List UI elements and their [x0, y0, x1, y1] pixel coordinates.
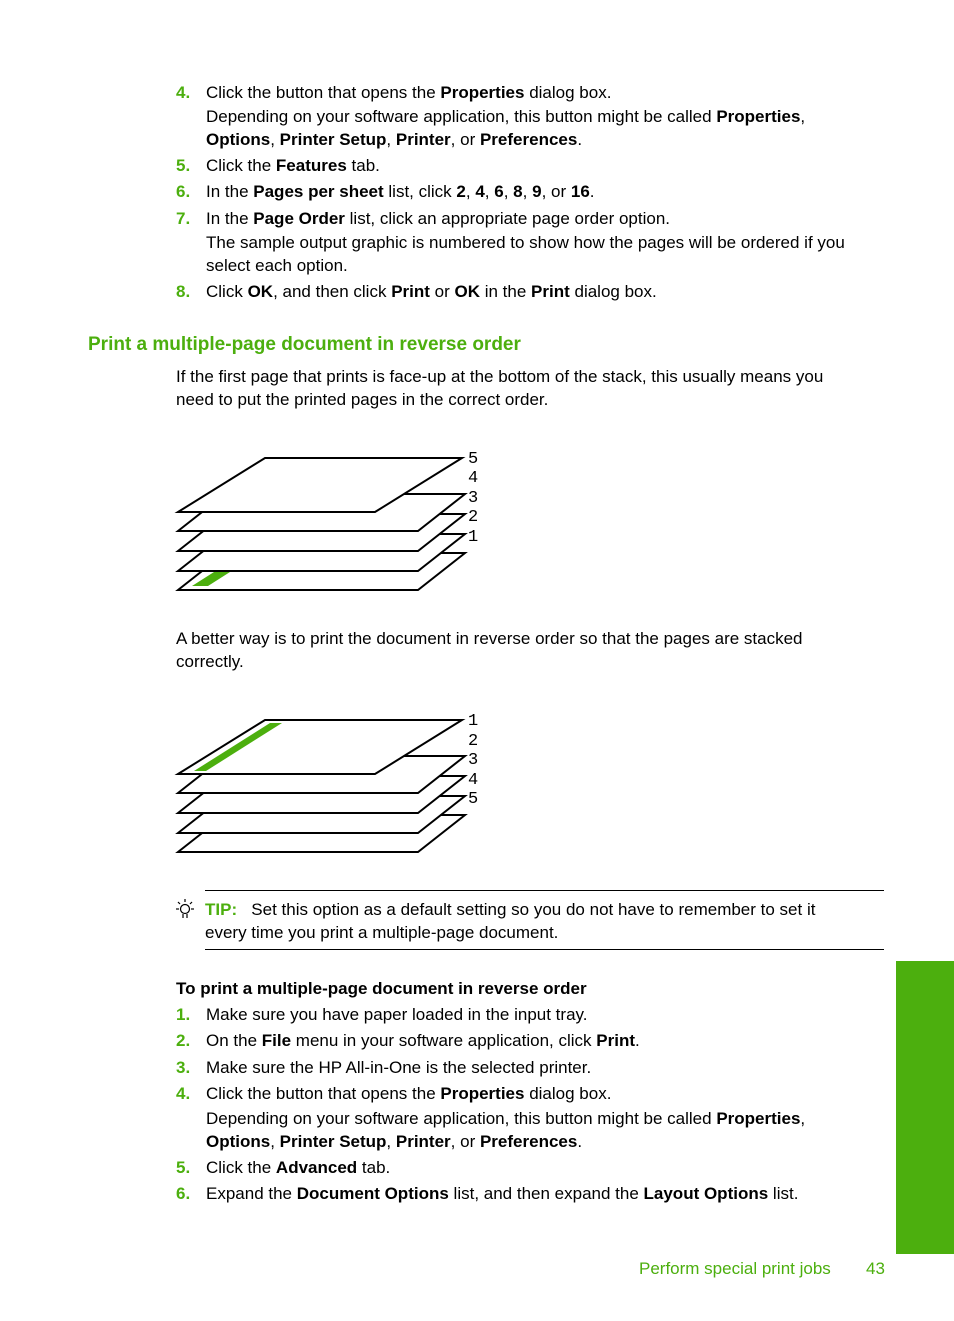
step-number: 5.: [176, 1158, 191, 1177]
intro-line-2: need to put the printed pages in the correct order.: [176, 390, 549, 409]
tip-line-2: every time you print a multiple-page document.: [205, 923, 559, 942]
step-text: Expand the Document Options list, and then expand the Layout Options list.: [206, 1184, 799, 1203]
tip-box: [205, 890, 884, 950]
fig2-label-0: 1: [468, 712, 479, 731]
step-number: 5.: [176, 156, 191, 175]
step-number: 3.: [176, 1058, 191, 1077]
step-number: 4.: [176, 83, 191, 102]
chapter-tab: [881, 961, 954, 1254]
step-text: Click the button that opens the Properties dialog box.: [206, 1084, 612, 1103]
intro-paragraph: [176, 365, 886, 411]
step-text: On the File menu in your software application, click Print.: [206, 1031, 640, 1050]
step-number: 7.: [176, 209, 191, 228]
reverse-line-1: A better way is to print the document in reverse order so that the pages are stacked: [176, 629, 803, 648]
tip-text: [205, 898, 884, 944]
step-text: Click the Advanced tab.: [206, 1158, 391, 1177]
fig2-label-2: 3: [468, 751, 479, 770]
step-text: Make sure the HP All-in-One is the selected printer.: [206, 1058, 592, 1077]
step-text: Click the button that opens the Properties dialog box.: [206, 83, 612, 102]
step-number: 6.: [176, 1184, 191, 1203]
fig2-label-3: 4: [468, 771, 479, 790]
footer-section: Perform special print jobs: [639, 1259, 831, 1278]
top-step-note: The sample output graphic is numbered to show how the pages will be ordered if you select each option.: [206, 233, 845, 275]
section-heading: Print a multiple-page document in reverse order: [88, 334, 521, 355]
reverse-line-2: correctly.: [176, 652, 244, 671]
lightbulb-icon: [174, 898, 196, 922]
stack-figure-reverse-order: [170, 707, 500, 862]
step-number: 1.: [176, 1005, 191, 1024]
tip-label: TIP:: [205, 900, 238, 919]
page-number: 43: [866, 1259, 885, 1278]
step-text: In the Page Order list, click an appropriate page order option.: [206, 209, 670, 228]
step-text: Click the Features tab.: [206, 156, 380, 175]
fig1-label-0: 5: [468, 450, 479, 469]
step-number: 2.: [176, 1031, 191, 1050]
procedure-heading: To print a multiple-page document in reverse order: [176, 979, 587, 998]
chapter-tab-label: Print: [881, 1214, 897, 1246]
step-text: In the Pages per sheet list, click 2, 4, 6, 8, 9, or 16.: [206, 182, 595, 201]
step-text: Make sure you have paper loaded in the input tray.: [206, 1005, 588, 1024]
top-step-note: Depending on your software application, this button might be called Properties, Options, Printer Setup, Printer, or Preferences.: [206, 107, 806, 149]
reverse-paragraph: [176, 627, 886, 673]
step-number: 6.: [176, 182, 191, 201]
step-number: 4.: [176, 1084, 191, 1103]
stack-figure-wrong-order: [170, 445, 500, 600]
intro-line-1: If the first page that prints is face-up at the bottom of the stack, this usually means you: [176, 367, 824, 386]
fig1-label-4: 1: [468, 528, 479, 547]
fig2-label-4: 5: [468, 790, 479, 809]
bottom-step-note: Depending on your software application, this button might be called Properties, Options, Printer Setup, Printer, or Preferences.: [206, 1109, 806, 1151]
step-text: Click OK, and then click Print or OK in the Print dialog box.: [206, 282, 657, 301]
tip-line-1: Set this option as a default setting so you do not have to remember to set it: [251, 900, 816, 919]
fig2-label-1: 2: [468, 732, 479, 751]
fig1-label-2: 3: [468, 489, 479, 508]
fig1-label-1: 4: [468, 469, 479, 488]
fig1-label-3: 2: [468, 508, 479, 527]
step-number: 8.: [176, 282, 191, 301]
